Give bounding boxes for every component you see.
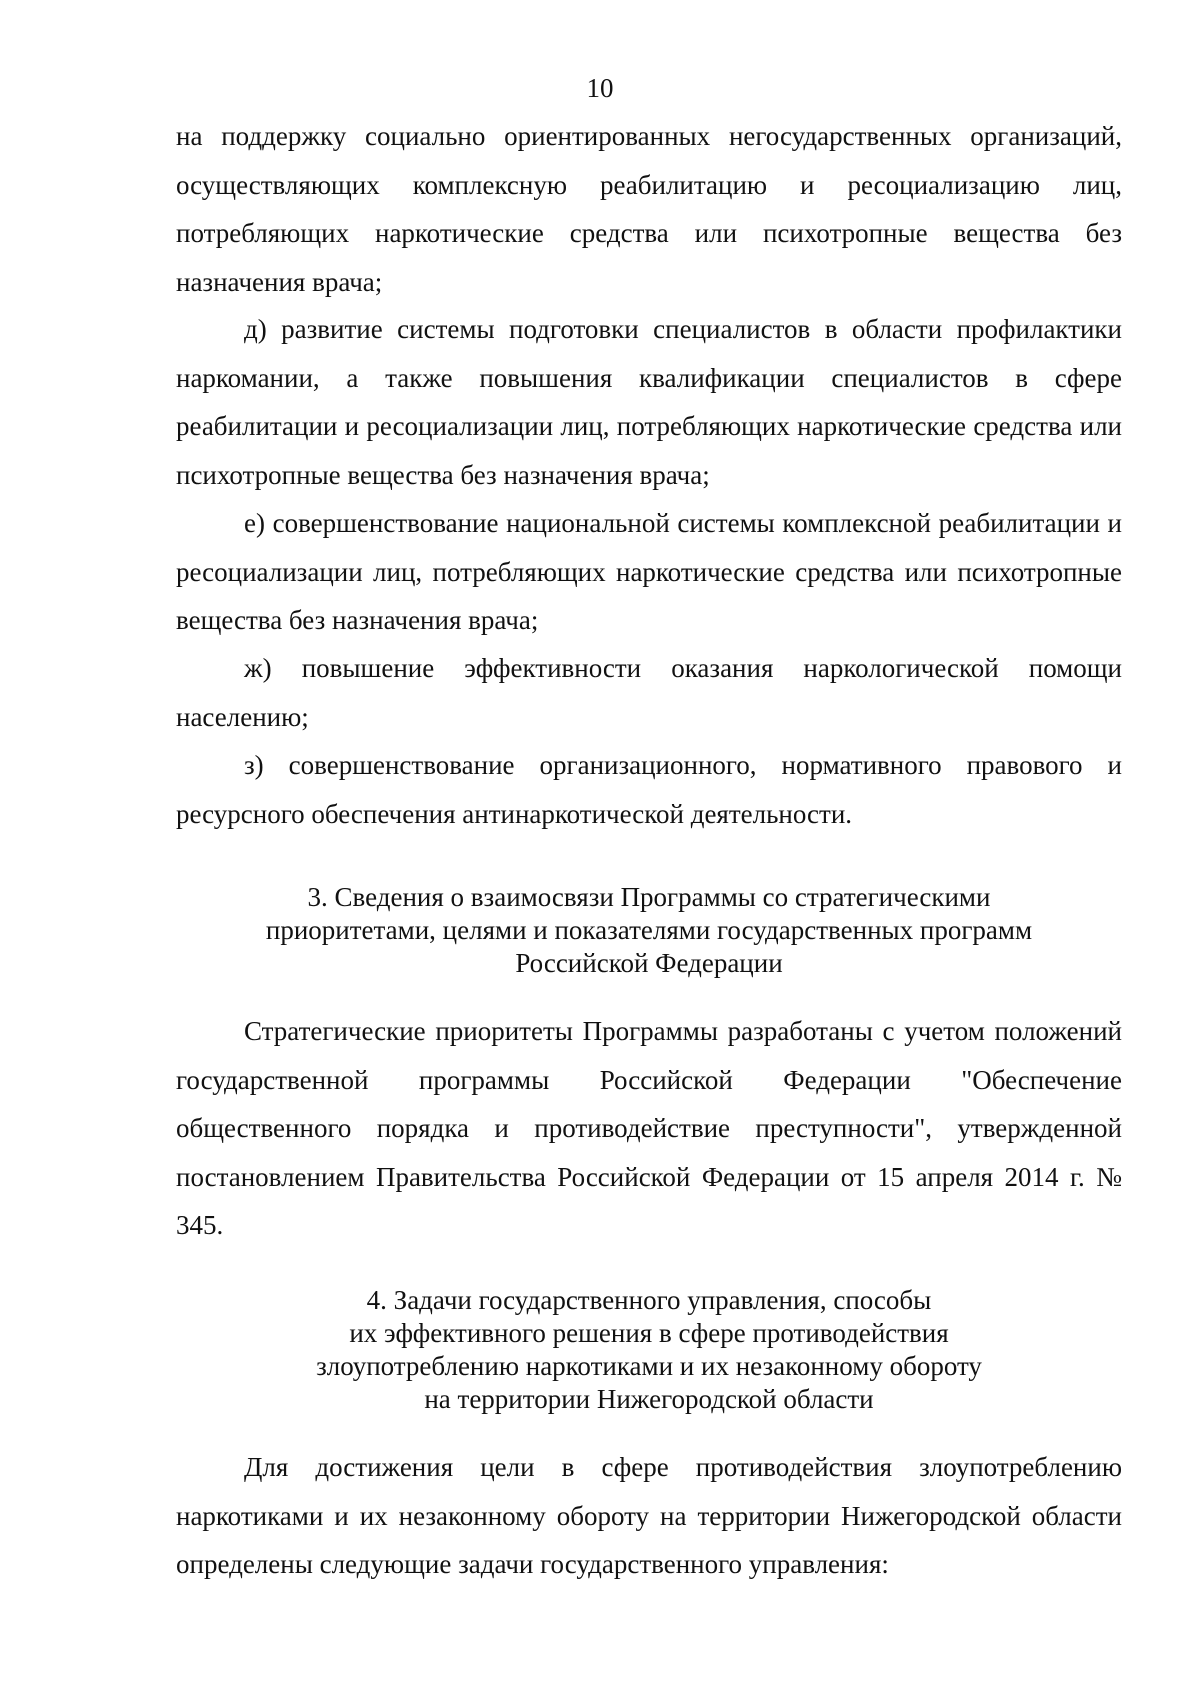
paragraph-e: е) совершенствование национальной системы комплексной реабилитации и ресоциализации лиц, потребляющих наркотические средства или психотропные вещества без назначения врача;: [176, 508, 1122, 635]
section-3-heading-line: приоритетами, целями и показателями государственных программ: [265, 915, 1033, 945]
section-4-heading-line: на территории Нижегородской области: [424, 1384, 874, 1414]
section-4-heading-line: 4. Задачи государственного управления, способы: [366, 1285, 932, 1315]
section-4-heading: [176, 1284, 1122, 1416]
section-4-heading-line: их эффективного решения в сфере противодействия: [349, 1318, 949, 1348]
section-3-paragraph: Стратегические приоритеты Программы разработаны с учетом положений государственной программы Российской Федерации "Обеспечение общественного порядка и противодействие преступности", утвержденной постановлением Правительства Российской Федерации от 15 апреля 2014 г. № 345.: [176, 1016, 1122, 1240]
section-4-paragraph: Для достижения цели в сфере противодействия злоупотреблению наркотиками и их незаконному обороту на территории Нижегородской области определены следующие задачи государственного управления:: [176, 1452, 1122, 1579]
paragraph-z: з) совершенствование организационного, нормативного правового и ресурсного обеспечения антинаркотической деятельности.: [176, 750, 1122, 829]
section-3-heading-line: Российской Федерации: [515, 948, 783, 978]
section-3-heading-line: 3. Сведения о взаимосвязи Программы со стратегическими: [307, 882, 991, 912]
section-3-heading: [176, 881, 1122, 980]
paragraph-d: д) развитие системы подготовки специалистов в области профилактики наркомании, а также повышения квалификации специалистов в сфере реабилитации и ресоциализации лиц, потребляющих наркотические средства или психотропные вещества без назначения врача;: [176, 314, 1122, 490]
page-number: 10: [586, 73, 614, 103]
paragraph-zh: ж) повышение эффективности оказания наркологической помощи населению;: [176, 653, 1122, 732]
paragraph-intro: на поддержку социально ориентированных негосударственных организаций, осуществляющих комплексную реабилитацию и ресоциализацию лиц, потребляющих наркотические средства или психотропные вещества без назначения врача;: [176, 121, 1122, 297]
section-4-heading-line: злоупотреблению наркотиками и их незаконному обороту: [316, 1351, 982, 1381]
